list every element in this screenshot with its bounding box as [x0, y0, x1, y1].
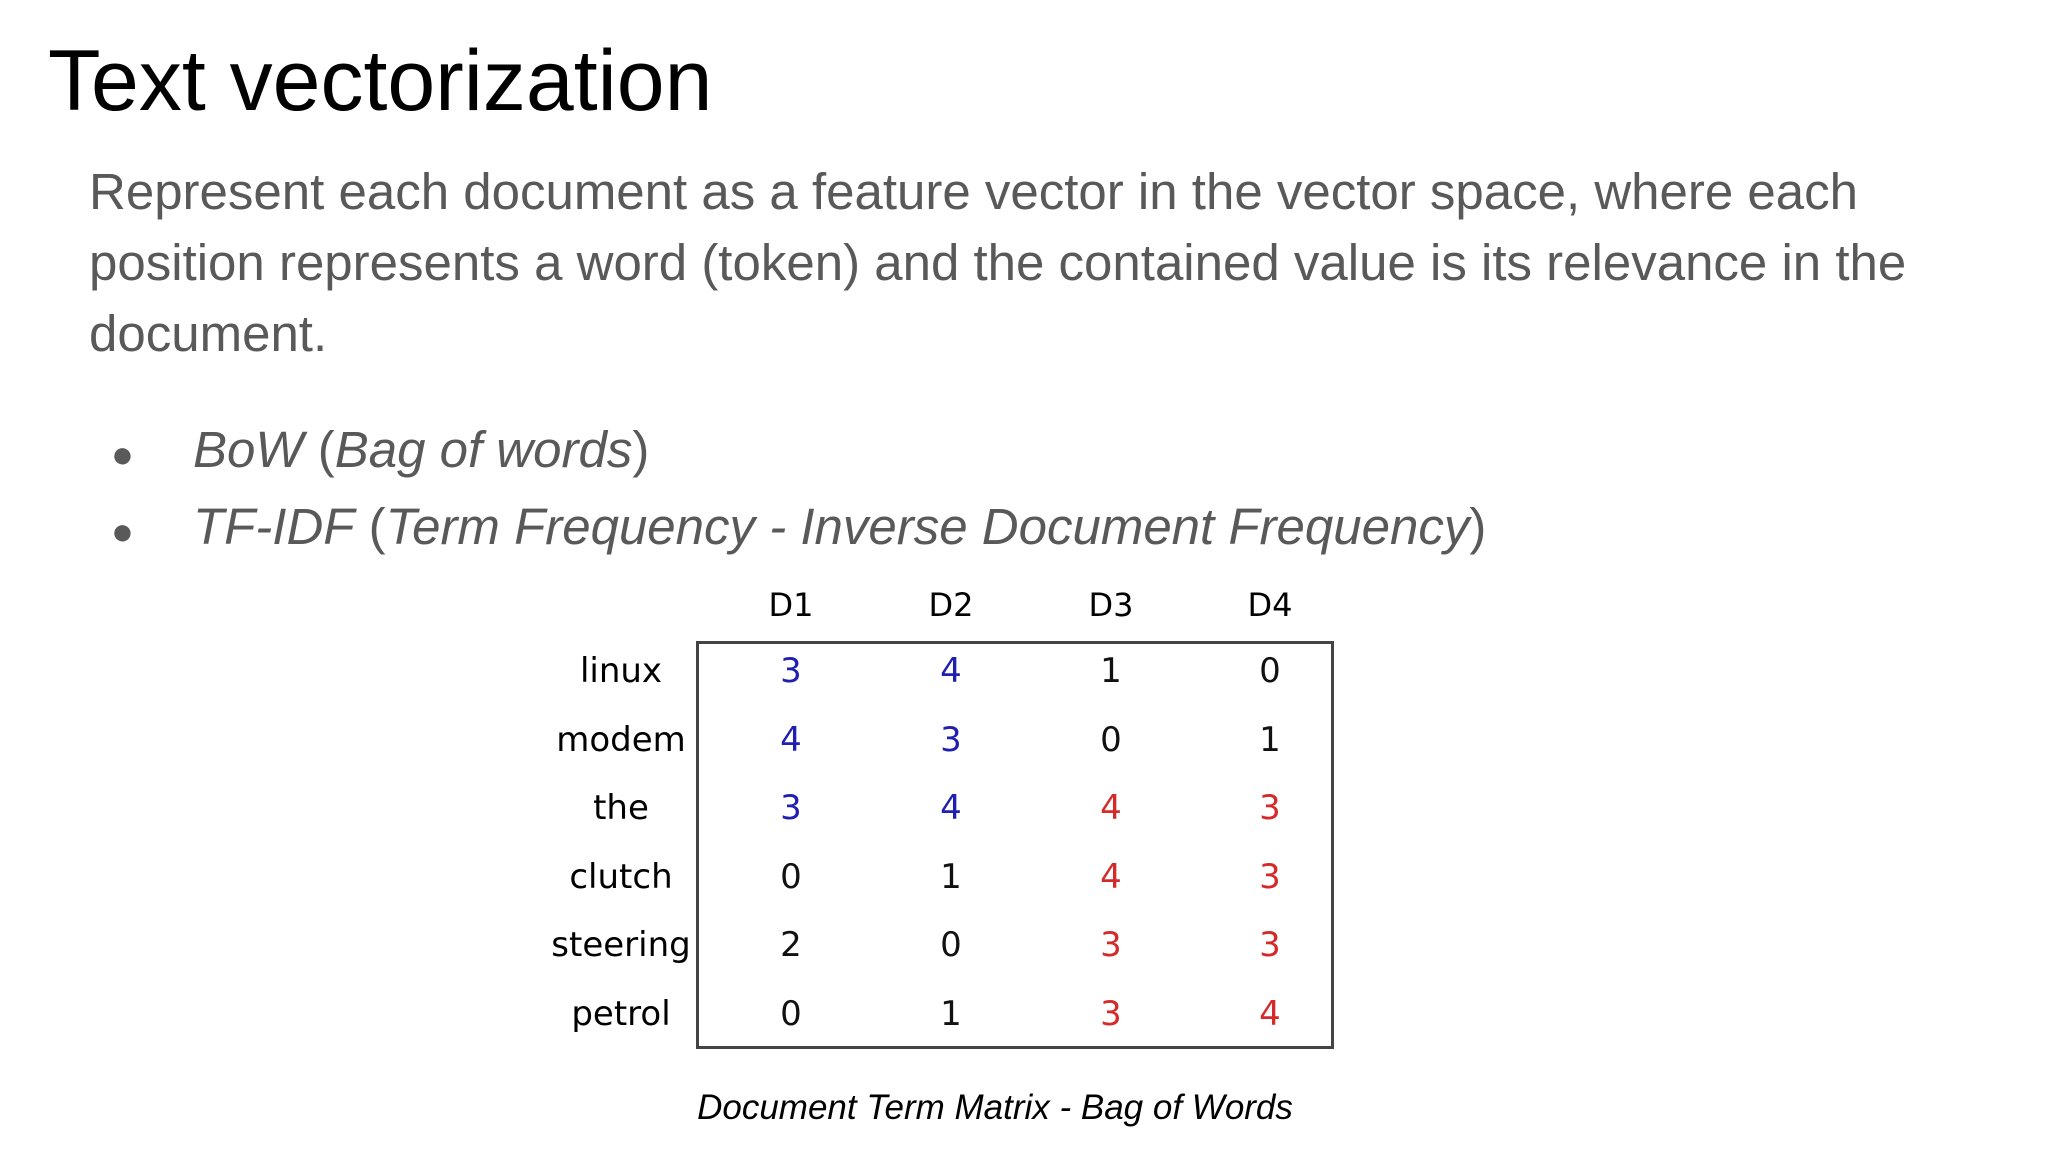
row-label-steering: steering: [551, 925, 691, 966]
cell-the-d1: 3: [780, 788, 802, 829]
cell-the-d3: 4: [1100, 788, 1122, 829]
bullet-abbr: BoW: [193, 421, 304, 478]
bullet-text: [193, 491, 1486, 562]
bullet-dot-icon: ●: [111, 511, 134, 553]
intro-paragraph: Represent each document as a feature vector in the vector space, where each position represents a word (token) and the contained value is its relevance in the document.: [89, 163, 1907, 362]
cell-linux-d3: 1: [1100, 651, 1122, 691]
bullet-full: Term Frequency - Inverse Document Frequency: [385, 498, 1470, 555]
cell-steering-d4: 3: [1259, 925, 1281, 966]
bullet-close-paren: ): [632, 421, 650, 478]
row-label-clutch: clutch: [569, 856, 673, 897]
cell-the-d4: 3: [1259, 788, 1281, 829]
cell-clutch-d2: 1: [940, 856, 962, 897]
cell-steering-d2: 0: [940, 925, 962, 966]
bullet-text: [193, 414, 649, 485]
cell-steering-d3: 3: [1100, 925, 1122, 966]
cell-modem-d4: 1: [1259, 719, 1281, 760]
row-label-modem: modem: [556, 719, 686, 760]
bullet-full: Bag of words: [334, 421, 633, 478]
column-header-d2: D2: [928, 586, 974, 624]
method-list: [89, 414, 1486, 568]
row-label-the: the: [593, 788, 649, 829]
bullet-abbr: TF-IDF: [193, 498, 355, 555]
cell-the-d2: 4: [940, 788, 962, 829]
cell-steering-d1: 2: [780, 925, 802, 966]
cell-modem-d2: 3: [940, 719, 962, 760]
column-header-d3: D3: [1088, 586, 1134, 624]
list-item-bow: [89, 414, 1486, 491]
matrix-border: [696, 641, 1334, 1049]
row-label-petrol: petrol: [571, 994, 671, 1034]
cell-petrol-d1: 0: [780, 994, 802, 1034]
cell-clutch-d4: 3: [1259, 856, 1281, 897]
column-header-d4: D4: [1247, 586, 1293, 624]
cell-petrol-d4: 4: [1259, 994, 1281, 1034]
bullet-open-paren: (: [354, 498, 386, 555]
cell-clutch-d3: 4: [1100, 856, 1122, 897]
cell-linux-d1: 3: [780, 651, 802, 691]
bullet-close-paren: ): [1469, 498, 1487, 555]
cell-linux-d2: 4: [940, 651, 962, 691]
cell-linux-d4: 0: [1259, 651, 1281, 691]
column-header-d1: D1: [768, 586, 814, 624]
cell-clutch-d1: 0: [780, 856, 802, 897]
cell-modem-d1: 4: [780, 719, 802, 760]
cell-petrol-d2: 1: [940, 994, 962, 1034]
matrix-caption: Document Term Matrix - Bag of Words: [697, 1088, 1293, 1127]
bullet-dot-icon: ●: [111, 434, 134, 476]
list-item-tfidf: [89, 491, 1486, 568]
bullet-open-paren: (: [303, 421, 335, 478]
row-label-linux: linux: [579, 651, 663, 691]
slide-title: Text vectorization: [48, 33, 713, 129]
cell-petrol-d3: 3: [1100, 994, 1122, 1034]
cell-modem-d3: 0: [1100, 719, 1122, 760]
